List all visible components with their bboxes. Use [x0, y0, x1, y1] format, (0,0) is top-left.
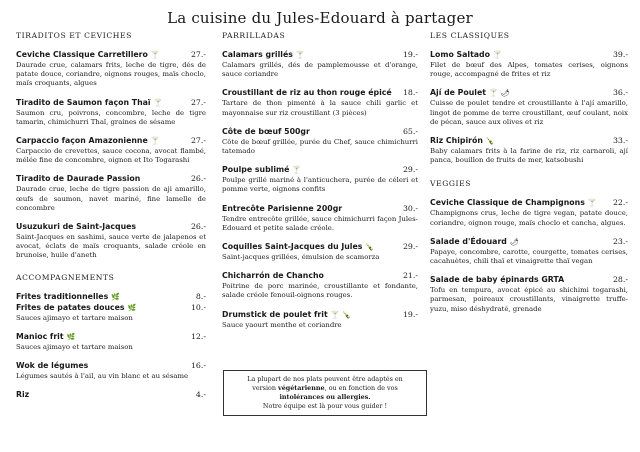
item-name: Coquilles Saint-Jacques du Jules: [222, 242, 363, 252]
menu-item: [16, 292, 206, 301]
item-price: 27.-: [190, 136, 206, 146]
menu-title: La cuisine du Jules-Edouard à partager: [167, 9, 473, 27]
glass-icon: 🍸: [489, 89, 498, 98]
item-desc: Côte de bœuf grillée, purée du Chef, sauce chimichurri tatemado: [222, 137, 418, 156]
item-desc: Tendre entrecôte grillée, sauce chimichurri façon Jules-Edouard et petite salade créole.: [222, 214, 418, 232]
menu-item: [222, 165, 418, 194]
item-desc: Tartare de thon pimenté à la sauce chili garlic et mayonnaise sur riz croustillant (3 pièces): [222, 99, 418, 117]
item-name: Salade d'Édouard: [430, 236, 507, 246]
item-name: Frites de patates douces: [16, 302, 125, 312]
item-price: 19.-: [402, 309, 418, 319]
item-name: Tiradito de Saumon façon Thaï: [16, 97, 151, 107]
menu-item: [430, 88, 628, 127]
item-price: 65.-: [402, 126, 418, 136]
item-desc: Saint-Jacques en sashimi, sauce verte de jalapenos et avocat, éclats de maïs croquants, salade créole en brunoise, huile d'aneth: [16, 233, 206, 260]
menu-item: [16, 303, 206, 323]
item-name: Chicharrón de Chancho: [222, 271, 324, 281]
glass-icon: 🍸: [493, 51, 502, 59]
notice-bold: végétarienne: [277, 384, 325, 392]
item-price: 36.-: [612, 88, 628, 98]
menu-item: [16, 136, 206, 165]
item-desc: Baby calamars frits à la farine de riz, riz carnaroli, ají panca, bouillon de fruits de mer, katsobushi: [430, 147, 628, 165]
item-name: Ceviche Classique Carretillero: [16, 50, 148, 59]
item-desc: Papaye, concombre, carotte, courgette, tomates cerises, cacahuètes, chili thaï et vinaigrette thaï vegan: [430, 247, 628, 266]
section-title: PARRILLADAS: [222, 31, 286, 40]
menu-item: [16, 390, 206, 399]
glass-icon: 🍸: [295, 51, 305, 59]
menu-item: [430, 136, 628, 165]
section-title: ACCOMPAGNEMENTS: [16, 272, 115, 282]
item-price: 18.-: [402, 88, 418, 98]
notice-line: [227, 384, 423, 393]
item-price: 29.-: [402, 242, 418, 252]
item-name: Carpaccio façon Amazonienne: [16, 136, 148, 146]
leaf-icon: 🌿: [111, 292, 120, 301]
item-desc: Poitrine de porc marinée, croustillante et fondante, salade créole fenouil-oignons rouges.: [222, 282, 418, 300]
item-price: 4.-: [195, 390, 206, 400]
item-name: Usuzukuri de Saint-Jacques: [16, 222, 137, 232]
item-desc: Daurade crue, calamars frits, leche de tigre, dés de patate douce, coriandre, oignons rouges, maïs choclo, maïs croquants, algues: [16, 61, 206, 88]
leaf-icon: 🌿: [66, 332, 76, 341]
section-title: LES CLASSIQUES: [430, 31, 510, 40]
item-desc: Tofu en tempura, avocat épicé au shichimi togarashi, parmesan, poireaux croustillants, vinaigrette truffe-yuzu, miso déshydraté, grenade: [430, 286, 628, 313]
menu-item: [16, 332, 206, 352]
item-desc: Sauces ajimayo et tartare maison: [16, 342, 133, 351]
menu-item: [222, 310, 418, 330]
item-price: 27.-: [190, 50, 206, 59]
pepper-icon: 🌶: [500, 89, 510, 98]
glass-icon: 🍸: [150, 51, 160, 59]
item-desc: Cuisse de poulet tendre et croustillante à l'ají amarillo, lingot de pomme de terre croustillant, œuf coulant, noix de pécan, sauce aux olives et riz: [430, 99, 628, 126]
item-desc: Calamars grillés, dés de pamplemousse et d'orange, sauce coriandre: [222, 61, 418, 79]
menu-item: [16, 361, 206, 381]
item-price: 21.-: [402, 271, 418, 281]
item-name: Wok de légumes: [16, 361, 89, 371]
bottle-icon: 🍾: [485, 137, 495, 146]
item-price: 10.-: [190, 302, 206, 312]
notice-text: , ou en fonction de vos: [324, 384, 398, 392]
glass-icon: 🍸: [587, 199, 597, 208]
item-name: Côte de bœuf 500gr: [222, 126, 310, 136]
item-price: 28.-: [612, 275, 628, 285]
menu-item: [430, 50, 628, 79]
item-price: 39.-: [612, 50, 628, 59]
menu-item: [430, 198, 628, 227]
glass-icon: 🍸: [292, 166, 302, 175]
item-desc: Saint-jacques grillées, émulsion de scamorza: [222, 253, 380, 262]
item-price: 23.-: [612, 236, 628, 246]
column-parrilladas: [222, 31, 418, 339]
item-name: Croustillant de riz au thon rouge épicé: [222, 88, 392, 98]
item-name: Manioc frit: [16, 331, 64, 341]
item-name: Drumstick de poulet frit: [222, 309, 328, 319]
item-name: Ceviche Classique de Champignons: [430, 198, 585, 208]
item-price: 30.-: [402, 203, 418, 213]
item-name: Riz Chipirón: [430, 136, 483, 146]
item-price: 12.-: [190, 331, 206, 341]
section-title: TIRADITOS ET CEVICHES: [16, 31, 132, 40]
item-price: 26.-: [190, 174, 206, 184]
item-name: Ají de Poulet: [430, 88, 486, 98]
item-name: Entrecôte Parisienne 200gr: [222, 203, 343, 213]
menu-item: [222, 271, 418, 300]
bottle-icon: 🍾: [365, 243, 375, 252]
menu-item: [16, 174, 206, 213]
notice-bold: intolérances ou allergies.: [279, 393, 371, 401]
notice-text: version: [252, 384, 278, 392]
menu-item: [222, 242, 418, 262]
item-desc: Sauce yaourt menthe et coriandre: [222, 320, 342, 329]
glass-icon: 🍸: [153, 98, 163, 107]
item-price: 16.-: [190, 361, 206, 371]
menu-item: [16, 222, 206, 261]
notice-line: La plupart de nos plats peuvent être adaptés en: [247, 375, 403, 383]
menu-item: [430, 237, 628, 266]
dietary-notice: [223, 370, 427, 416]
menu-item: [16, 50, 206, 89]
leaf-icon: 🌿: [127, 303, 137, 312]
column-classiques: [430, 31, 628, 323]
bottle-icon: 🍾: [342, 310, 352, 319]
menu-item: [16, 98, 206, 127]
item-price: 8.-: [195, 291, 206, 301]
glass-icon: 🍸: [330, 310, 340, 319]
glass-icon: 🍸: [150, 137, 160, 146]
item-price: 27.-: [190, 97, 206, 107]
item-name: Calamars grillés: [222, 50, 293, 59]
item-price: 33.-: [612, 136, 628, 146]
pepper-icon: 🌶: [509, 237, 519, 246]
item-name: Frites traditionnelles: [16, 291, 109, 301]
item-name: Poulpe sublimé: [222, 165, 290, 175]
item-desc: Champignons crus, leche de tigre vegan, patate douce, coriandre, oignon rouge, maïs choclo et cancha, algues.: [430, 209, 628, 227]
item-price: 29.-: [402, 165, 418, 175]
menu-item: [222, 204, 418, 233]
item-price: 19.-: [402, 50, 418, 59]
item-price: 22.-: [612, 198, 628, 208]
item-desc: Saumon cru, poivrons, concombre, leche de tigre tamarin, chimichurri Thaï, graines de sésame: [16, 108, 206, 126]
item-name: Salade de baby épinards GRTA: [430, 275, 565, 285]
notice-line: Notre équipe est là pour vous guider !: [262, 402, 388, 410]
item-name: Lomo Saltado: [430, 50, 490, 59]
item-desc: Carpaccio de crevettes, sauce cocona, avocat flambé, mélée fine de concombre, oignon et Ito Togarashi: [16, 147, 206, 165]
item-name: Tiradito de Daurade Passion: [16, 174, 141, 184]
column-tiraditos: [16, 31, 206, 408]
item-desc: Daurade crue, leche de tigre passion de aji amarillo, œufs de saumon, navet mariné, fine lamelle de concombre: [16, 185, 206, 212]
item-name: Riz: [16, 390, 30, 400]
item-desc: Légumes sautés à l'ail, au vin blanc et au sésame: [16, 372, 189, 381]
menu-item: [222, 50, 418, 79]
menu-item: [222, 127, 418, 156]
item-desc: Poulpe grillé mariné à l'anticuchera, purée de céleri et pomme verte, oignons confits: [222, 176, 418, 194]
item-desc: Sauces ajimayo et tartare maison: [16, 313, 133, 322]
notice-line: [227, 393, 423, 402]
item-desc: Filet de bœuf des Alpes, tomates cerises, oignons rouge, accompagné de frites et riz: [430, 61, 628, 79]
item-price: 26.-: [190, 222, 206, 232]
menu-item: [430, 275, 628, 314]
menu-item: [222, 88, 418, 117]
section-title: VEGGIES: [430, 179, 472, 189]
